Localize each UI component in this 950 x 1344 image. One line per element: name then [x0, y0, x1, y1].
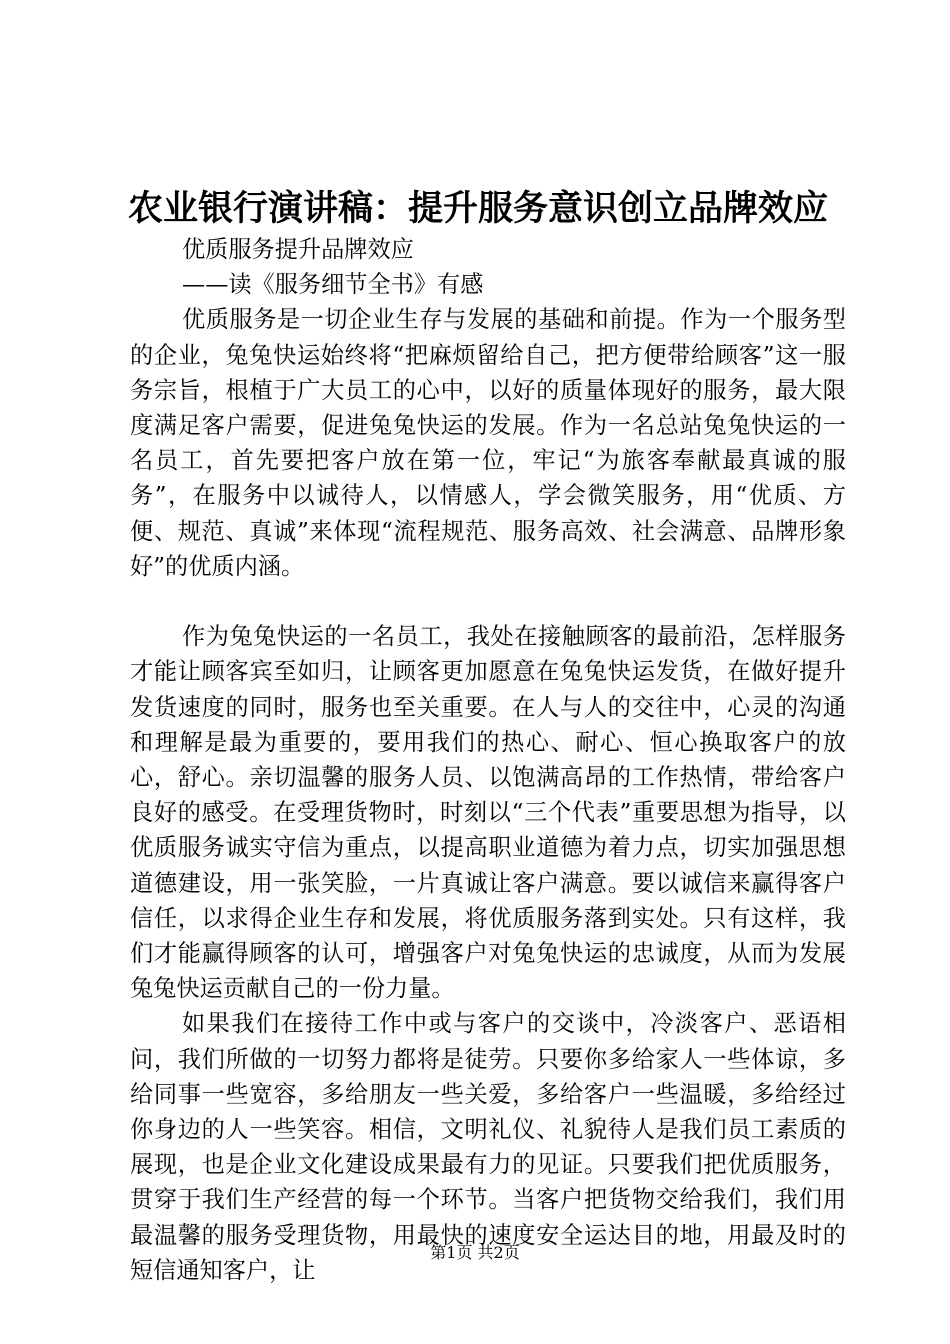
document-title: 农业银行演讲稿：提升服务意识创立品牌效应	[128, 188, 829, 229]
document-body	[130, 232, 846, 1288]
subtitle-line-2: ——读《服务细节全书》有感	[182, 271, 484, 299]
paragraph-3: 如果我们在接待工作中或与客户的交谈中，冷淡客户、恶语相问，我们所做的一切努力都将是徒劳。只要你多给家人一些体谅，多给同事一些宽容，多给朋友一些关爱，多给客户一些温暖，多给经过你身边的人一些笑容。相信，文明礼仪、礼貌待人是我们员工素质的展现，也是企业文化建设成果最有力的见证。只要我们把优质服务，贯穿于我们生产经营的每一个环节。当客户把货物交给我们，我们用最温馨的服务受理货物，用最快的速度安全运达目的地，用最及时的短信通知客户，让	[130, 1010, 846, 1284]
page-number-footer: 第1页 共2页	[430, 1243, 520, 1262]
paragraph-spacer	[130, 584, 846, 619]
subtitle-line-1: 优质服务提升品牌效应	[182, 236, 414, 263]
paragraph-2: 作为兔兔快运的一名员工，我处在接触顾客的最前沿，怎样服务才能让顾客宾至如归，让顾客更加愿意在兔兔快运发货，在做好提升发货速度的同时，服务也至关重要。在人与人的交往中，心灵的沟通和理解是最为重要的，要用我们的热心、耐心、恒心换取客户的放心，舒心。亲切温馨的服务人员、以饱满高昂的工作热情，带给客户良好的感受。在受理货物时，时刻以“三个代表”重要思想为指导，以优质服务诚实守信为重点，以提高职业道德为着力点，切实加强思想道德建设，用一张笑脸，一片真诚让客户满意。要以诚信来赢得客户信任，以求得企业生存和发展，将优质服务落到实处。只有这样，我们才能赢得顾客的认可，增强客户对兔兔快运的忠诚度，从而为发展兔兔快运贡献自己的一份力量。	[130, 623, 846, 1003]
paragraph-1: 优质服务是一切企业生存与发展的基础和前提。作为一个服务型的企业，兔兔快运始终将“把麻烦留给自己，把方便带给顾客”这一服务宗旨，根植于广大员工的心中，以好的质量体现好的服务，最大限度满足客户需要，促进兔兔快运的发展。作为一名总站兔兔快运的一名员工，首先要把客户放在第一位，牢记“为旅客奉献最真诚的服务”，在服务中以诚待人，以情感人，学会微笑服务，用“优质、方便、规范、真诚”来体现“流程规范、服务高效、社会满意、品牌形象好”的优质内涵。	[130, 306, 846, 580]
